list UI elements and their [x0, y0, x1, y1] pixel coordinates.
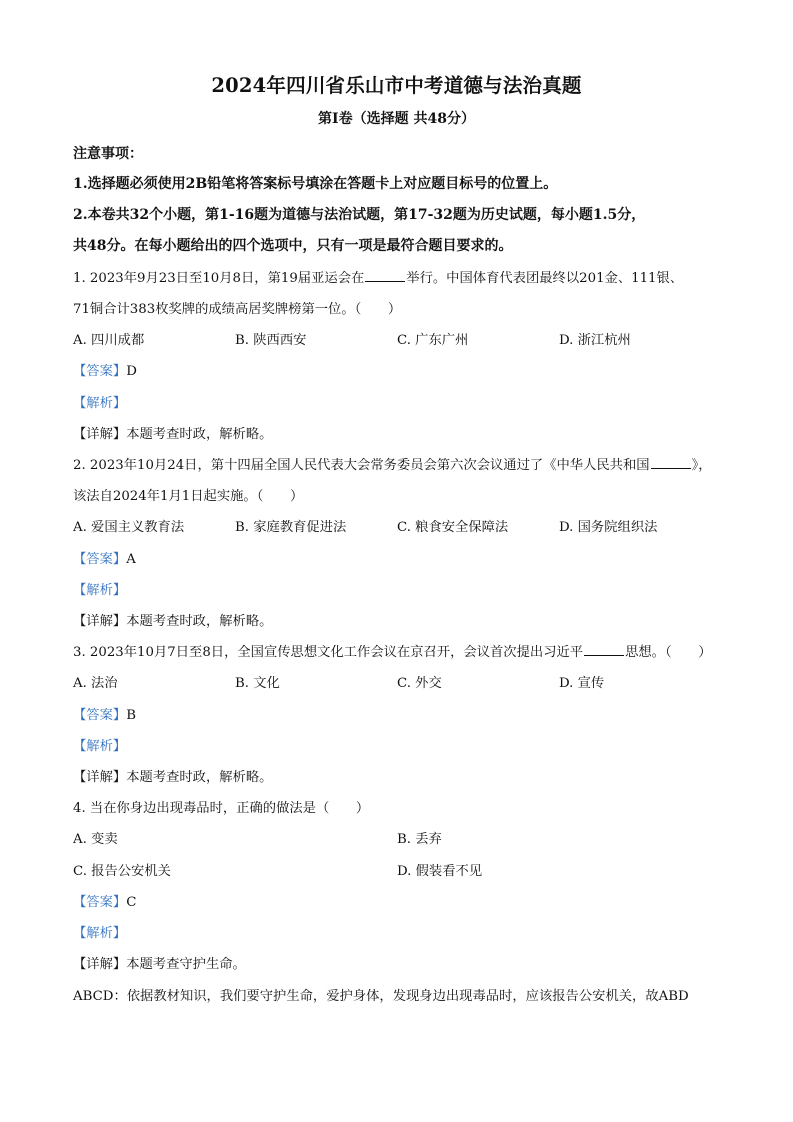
answer-value: B [126, 708, 136, 723]
question-1-stem-part-1: 1. 2023年9月23日至10月8日，第19届亚运会在 [73, 271, 365, 286]
question-4-option-d: D. 假装看不见 [397, 864, 483, 879]
question-4-analysis [73, 922, 126, 941]
answer-bracket-right: 】 [112, 708, 127, 723]
question-2-stem-part-2: 》， [691, 458, 712, 473]
answer-bracket-left: 【 [73, 708, 87, 723]
analysis-bracket-left: 【 [73, 739, 87, 754]
question-3-detail [73, 766, 272, 785]
analysis-label: 解析 [86, 396, 113, 411]
question-2-option-c: C. 粮食安全保障法 [397, 520, 509, 535]
answer-value: D [126, 364, 137, 379]
question-3-option-a: A. 法治 [73, 676, 118, 691]
answer-value: C [126, 895, 137, 910]
section-subtitle: 第Ⅰ卷（选择题 共48分） [318, 111, 475, 127]
question-3-stem-part-1: 3. 2023年10月7日至8日，全国宣传思想文化工作会议在京召开，会议首次提出习近平 [73, 645, 584, 660]
question-2-option-a: A. 爱国主义教育法 [73, 520, 185, 535]
notice-heading: 注意事项： [73, 146, 143, 162]
question-1-stem-line-1 [73, 267, 683, 286]
analysis-label: 解析 [86, 583, 113, 598]
detail-text: 本题考查守护生命。 [126, 957, 246, 972]
question-2-blank [651, 456, 691, 469]
answer-label: 答案 [86, 895, 113, 910]
question-3-blank [584, 643, 624, 656]
answer-bracket-left: 【 [73, 552, 87, 567]
detail-label: 【详解】 [73, 614, 127, 629]
question-3-option-b: B. 文化 [235, 676, 280, 691]
question-2-stem-line-1 [73, 454, 712, 473]
question-2-stem-part-1: 2. 2023年10月24日，第十四届全国人民代表大会常务委员会第六次会议通过了《中华人民共和国 [73, 458, 650, 473]
question-4-option-c: C. 报告公安机关 [73, 864, 171, 879]
notice-item-1: 1.选择题必须使用2B铅笔将答案标号填涂在答题卡上对应题目标号的位置上。 [73, 176, 558, 192]
analysis-bracket-right: 】 [112, 396, 127, 411]
answer-value: A [126, 552, 136, 567]
question-3-stem-line-1 [73, 641, 712, 660]
notice-item-2-line-2: 共48分。在每小题给出的四个选项中，只有一项是最符合题目要求的。 [73, 238, 513, 254]
question-1-detail [73, 423, 272, 442]
detail-text: 本题考查时政，解析略。 [126, 427, 273, 442]
answer-bracket-left: 【 [73, 895, 87, 910]
detail-label: 【详解】 [73, 770, 127, 785]
analysis-bracket-right: 】 [112, 583, 127, 598]
analysis-bracket-right: 】 [112, 739, 127, 754]
question-1-analysis [73, 392, 126, 411]
question-1-stem-part-2: 举行。中国体育代表团最终以201金、111银、 [406, 271, 684, 286]
page-title: 2024年四川省乐山市中考道德与法治真题 [211, 74, 582, 97]
detail-label: 【详解】 [73, 427, 127, 442]
detail-label: 【详解】 [73, 957, 127, 972]
answer-label: 答案 [86, 364, 113, 379]
analysis-bracket-left: 【 [73, 396, 87, 411]
question-2-analysis [73, 579, 126, 598]
question-2-option-b: B. 家庭教育促进法 [235, 520, 347, 535]
question-3-analysis [73, 735, 126, 754]
question-1-option-c: C. 广东广州 [397, 333, 469, 348]
analysis-label: 解析 [86, 739, 113, 754]
answer-bracket-right: 】 [112, 552, 127, 567]
question-3-option-c: C. 外交 [397, 676, 442, 691]
analysis-label: 解析 [86, 926, 113, 941]
answer-label: 答案 [86, 552, 113, 567]
question-1-blank [365, 269, 405, 282]
question-1-answer [73, 360, 137, 379]
question-3-option-d: D. 宣传 [559, 676, 605, 691]
question-2-answer [73, 548, 136, 567]
detail-text: 本题考查时政，解析略。 [126, 614, 273, 629]
question-1-option-d: D. 浙江杭州 [559, 333, 631, 348]
question-2-stem-line-2: 该法自2024年1月1日起实施。（ ） [73, 489, 304, 504]
answer-bracket-left: 【 [73, 364, 87, 379]
answer-label: 答案 [86, 708, 113, 723]
question-3-stem-part-2: 思想。（ ） [625, 645, 712, 660]
question-4-detail [73, 953, 246, 972]
question-2-option-d: D. 国务院组织法 [559, 520, 658, 535]
question-1-option-a: A. 四川成都 [73, 333, 145, 348]
answer-bracket-right: 】 [112, 895, 127, 910]
question-1-stem-line-2: 71铜合计383枚奖牌的成绩高居奖牌榜第一位。（ ） [73, 302, 402, 317]
detail-text: 本题考查时政，解析略。 [126, 770, 273, 785]
analysis-bracket-left: 【 [73, 583, 87, 598]
question-4-explanation: ABCD：依据教材知识，我们要守护生命，爱护身体，发现身边出现毒品时，应该报告公安机关，故ABD [73, 989, 689, 1004]
analysis-bracket-right: 】 [112, 926, 127, 941]
notice-item-2-line-1: 2.本卷共32个小题，第1-16题为道德与法治试题，第17-32题为历史试题，每小题1.5分， [73, 207, 646, 223]
question-4-answer [73, 891, 136, 910]
question-4-option-a: A. 变卖 [73, 832, 118, 847]
analysis-bracket-left: 【 [73, 926, 87, 941]
question-4-option-b: B. 丢弃 [397, 832, 442, 847]
question-4-stem: 4. 当在你身边出现毒品时，正确的做法是（ ） [73, 801, 370, 816]
question-1-option-b: B. 陕西西安 [235, 333, 307, 348]
question-2-detail [73, 610, 272, 629]
answer-bracket-right: 】 [112, 364, 127, 379]
question-3-answer [73, 704, 136, 723]
